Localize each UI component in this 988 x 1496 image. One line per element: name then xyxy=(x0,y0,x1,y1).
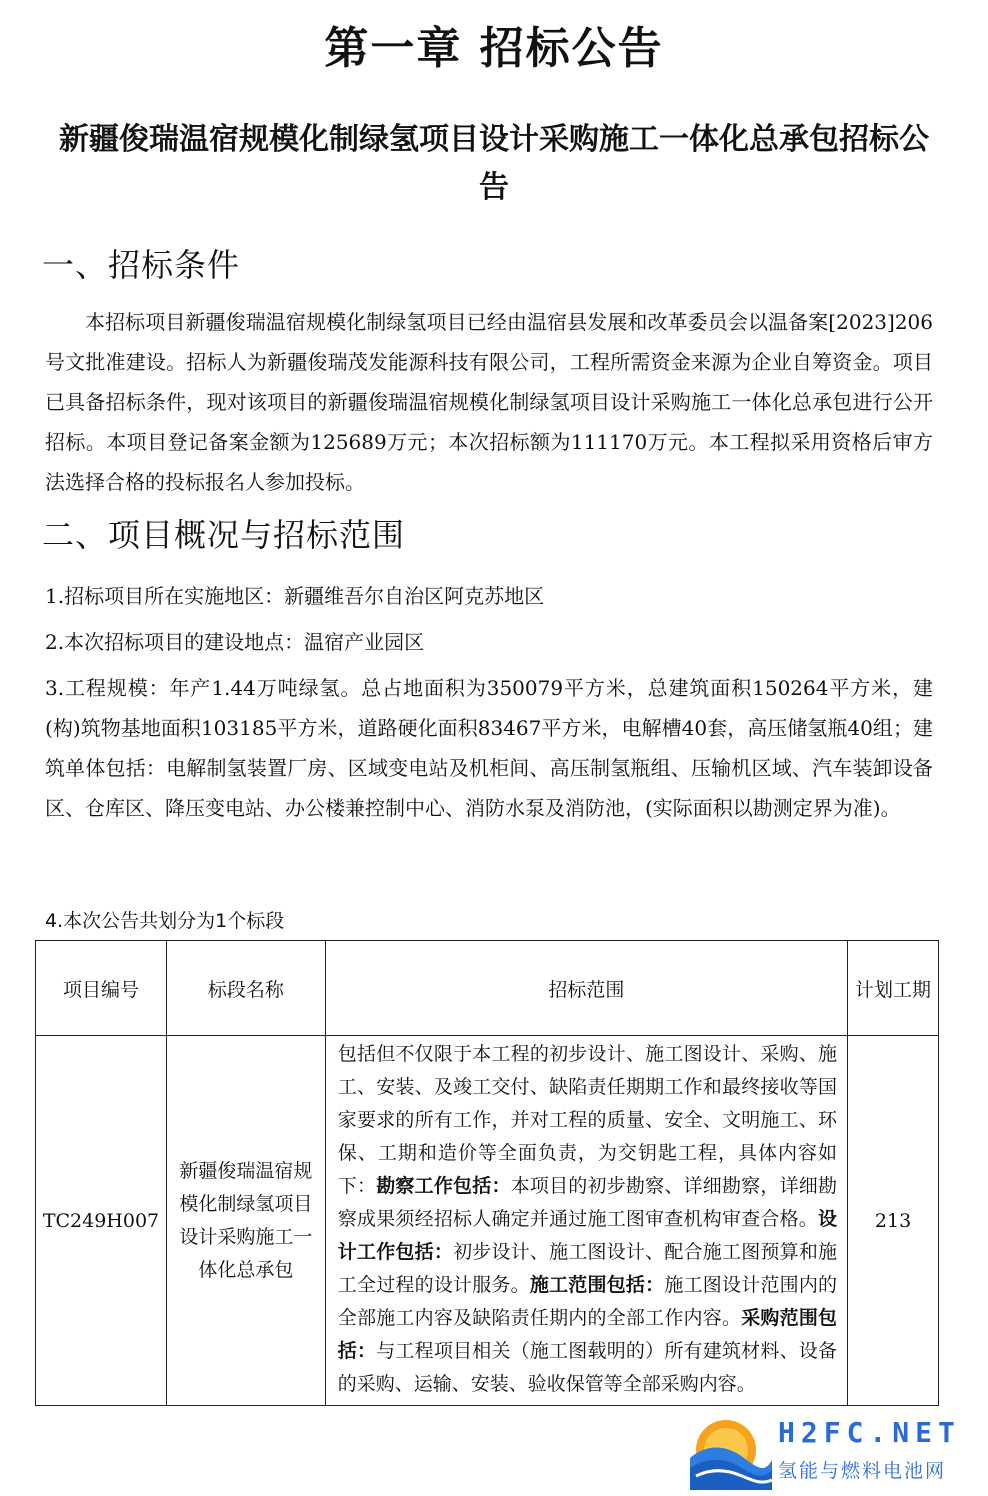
overview-item-lots: 4.本次公告共划分为1个标段 xyxy=(45,910,285,932)
scope-procurement-text: 与工程项目相关（施工图载明的）所有建筑材料、设备的采购、运输、安装、验收保管等全部采购内容。 xyxy=(337,1340,838,1395)
header-planned-period: 计划工期 xyxy=(848,941,939,1036)
scope-design-label: 设计工作包括： xyxy=(337,1208,838,1263)
scope-construction-label: 施工范围包括： xyxy=(529,1274,665,1296)
watermark xyxy=(686,1414,976,1490)
cell-section-name: 新疆俊瑞温宿规模化制绿氢项目设计采购施工一体化总承包 xyxy=(166,1036,325,1406)
scope-construction-text: 施工图设计范围内的全部施工内容及缺陷责任期内的全部工作内容。 xyxy=(337,1274,838,1329)
section-heading-project-overview: 二、项目概况与招标范围 xyxy=(42,516,406,554)
overview-item-location-region: 1.招标项目所在实施地区：新疆维吾尔自治区阿克苏地区 xyxy=(45,584,545,608)
section-heading-bidding-conditions: 一、招标条件 xyxy=(42,246,241,284)
watermark-site-subtitle: 氢能与燃料电池网 xyxy=(778,1460,947,1482)
bid-section-table xyxy=(35,940,939,1406)
cell-bid-scope xyxy=(325,1036,847,1406)
cell-planned-period: 213 xyxy=(848,1036,939,1406)
overview-item-construction-site: 2.本次招标项目的建设地点：温宿产业园区 xyxy=(45,630,425,654)
wave-logo-icon xyxy=(686,1414,772,1490)
table-row xyxy=(36,1036,939,1406)
scope-design-text: 初步设计、施工图设计、配合施工图预算和施工全过程的设计服务。 xyxy=(337,1241,838,1296)
scope-survey-text: 本项目的初步勘察、详细勘察，详细勘察成果须经招标人确定并通过施工图审查机构审查合格。 xyxy=(337,1175,838,1230)
bidding-conditions-paragraph: 本招标项目新疆俊瑞温宿规模化制绿氢项目已经由温宿县发展和改革委员会以温备案[2023]206号文批准建设。招标人为新疆俊瑞茂发能源科技有限公司，工程所需资金来源为企业自筹资金。项目已具备招标条件，现对该项目的新疆俊瑞温宿规模化制绿氢项目设计采购施工一体化总承包进行公开招标。本项目登记备案金额为125689万元；本次招标额为111170万元。本工程拟采用资格后审方法选择合格的投标报名人参加投标。 xyxy=(45,310,933,494)
scope-intro: 包括但不仅限于本工程的初步设计、施工图设计、采购、施工、安装、及竣工交付、缺陷责任期期工作和最终接收等国家要求的所有工作，并对工程的质量、安全、文明施工、环保、工期和造价等全面负责，为交钥匙工程，具体内容如下： xyxy=(337,1043,838,1197)
header-section-name: 标段名称 xyxy=(166,941,325,1036)
header-project-code: 项目编号 xyxy=(36,941,167,1036)
overview-item-project-scale: 3.工程规模：年产1.44万吨绿氢。总占地面积为350079平方米，总建筑面积150264平方米，建(构)筑物基地面积103185平方米，道路硬化面积83467平方米，电解槽40套，高压储氢瓶40组；建筑单体包括：电解制氢装置厂房、区域变电站及机柜间、高压制氢瓶组、压输机区域、汽车装卸设备区、仓库区、降压变电站、办公楼兼控制中心、消防水泵及消防池，(实际面积以勘测定界为准)。 xyxy=(45,676,933,820)
header-bid-scope: 招标范围 xyxy=(325,941,847,1036)
scope-procurement-label: 采购范围包括： xyxy=(337,1307,838,1362)
watermark-site-name: H2FC.NET xyxy=(778,1416,961,1449)
notice-title: 新疆俊瑞温宿规模化制绿氢项目设计采购施工一体化总承包招标公告 xyxy=(59,122,929,205)
scope-survey-label: 勘察工作包括： xyxy=(376,1175,511,1197)
chapter-title: 第一章 招标公告 xyxy=(324,23,664,74)
cell-project-code: TC249H007 xyxy=(36,1036,167,1406)
table-header-row xyxy=(36,941,939,1036)
